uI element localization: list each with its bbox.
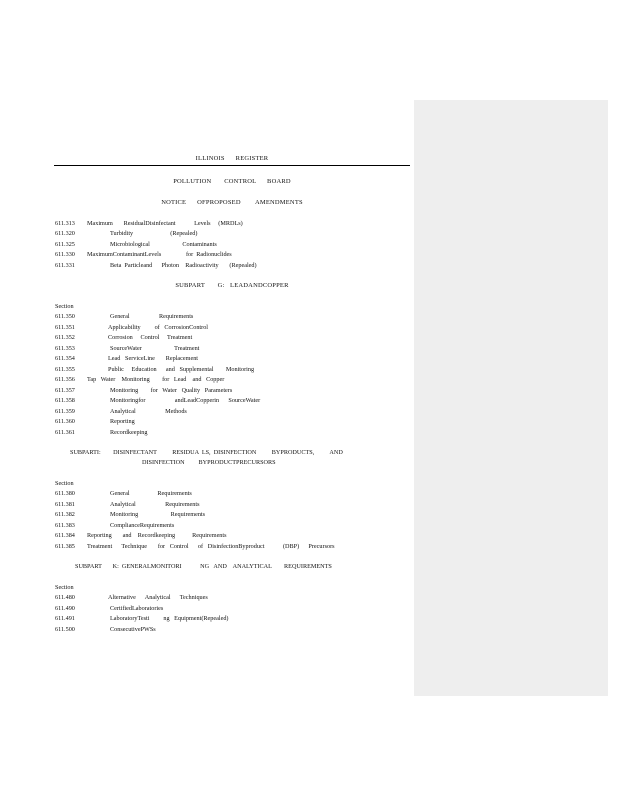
section-label: Section <box>55 303 74 310</box>
section-number: 611.360 <box>55 418 75 425</box>
section-number: 611.357 <box>55 387 75 394</box>
section-title: Corrosion Control Treatment <box>108 334 193 341</box>
section-title: Analytical Methods <box>110 408 187 415</box>
section-number: 611.490 <box>55 605 75 612</box>
section-title: Monitoring for Water Quality Parameters <box>110 387 233 394</box>
section-number: 611.385 <box>55 543 75 550</box>
section-title: Tap Water Monitoring for Lead and Copper <box>87 376 225 383</box>
section-number: 611.358 <box>55 397 75 404</box>
section-title: Maximum ResidualDisinfectant Levels (MRDLs) <box>87 220 243 227</box>
section-label: Section <box>55 584 74 591</box>
section-title: LaboratoryTesti ng Equipment(Repealed) <box>110 615 229 622</box>
section-number: 611.382 <box>55 511 75 518</box>
section-number: 611.350 <box>55 313 75 320</box>
section-number: 611.384 <box>55 532 75 539</box>
section-number: 611.355 <box>55 366 75 373</box>
section-number: 611.356 <box>55 376 75 383</box>
section-title: Reporting and Recordkeeping Requirements <box>87 532 227 539</box>
section-title: Turbidity (Repealed) <box>110 230 198 237</box>
section-title: Public Education and Supplemental Monitoring <box>108 366 255 373</box>
section-title: Applicability of CorrosionControl <box>108 324 209 331</box>
section-title: Monitoring Requirements <box>110 511 206 518</box>
header-rule <box>54 165 410 166</box>
subpart-i-title-continued: DISINFECTION BYPRODUCTPRECURSORS <box>142 459 276 466</box>
section-number: 611.320 <box>55 230 75 237</box>
section-number: 611.500 <box>55 626 75 633</box>
board-title: POLLUTION CONTROL BOARD <box>173 178 291 185</box>
section-number: 611.331 <box>55 262 75 269</box>
section-number: 611.353 <box>55 345 75 352</box>
section-title: General Requirements <box>110 313 194 320</box>
section-title: ConsecutivePWSs <box>110 626 156 633</box>
section-title: ComplianceRequirements <box>110 522 175 529</box>
section-label: Section <box>55 480 74 487</box>
section-title: General Requirements <box>110 490 192 497</box>
section-title: Lead ServiceLine Replacement <box>108 355 199 362</box>
comment-pane <box>414 100 608 696</box>
section-number: 611.380 <box>55 490 75 497</box>
subpart-g-title: SUBPART G: LEADANDCOPPER <box>175 282 289 289</box>
subpart-i-title: SUBPARTI: DISINFECTANT RESIDUA LS, DISINFECTION BYPRODUCTS, AND <box>70 449 343 456</box>
section-number: 611.313 <box>55 220 75 227</box>
section-title: Microbiological Contaminants <box>110 241 217 248</box>
section-number: 611.354 <box>55 355 75 362</box>
section-number: 611.330 <box>55 251 75 258</box>
section-title: CertifiedLaboratories <box>110 605 164 612</box>
section-title: Beta Particleand Photon Radioactivity (Repealed) <box>110 262 257 269</box>
section-title: Alternative Analytical Techniques <box>108 594 208 601</box>
section-number: 611.325 <box>55 241 75 248</box>
notice-title: NOTICE OFPROPOSED AMENDMENTS <box>161 199 303 206</box>
subpart-k-title: SUBPART K: GENERALMONITORI NG AND ANALYTICAL REQUIREMENTS <box>75 563 332 570</box>
section-title: Reporting <box>110 418 135 425</box>
section-number: 611.480 <box>55 594 75 601</box>
section-title: Recordkeeping <box>110 429 148 436</box>
section-title: Analytical Requirements <box>110 501 200 508</box>
section-number: 611.361 <box>55 429 75 436</box>
section-title: MaximumContaminantLevels for Radionuclides <box>87 251 232 258</box>
section-number: 611.352 <box>55 334 75 341</box>
section-number: 611.491 <box>55 615 75 622</box>
section-title: Treatment Technique for Control of DisinfectionByproduct (DBP) Precursors <box>87 543 335 550</box>
section-number: 611.351 <box>55 324 75 331</box>
section-number: 611.381 <box>55 501 75 508</box>
section-title: Monitoringfor andLeadCopperin SourceWater <box>110 397 261 404</box>
register-title: ILLINOIS REGISTER <box>195 155 269 162</box>
section-number: 611.383 <box>55 522 75 529</box>
section-title: SourceWater Treatment <box>110 345 200 352</box>
section-number: 611.359 <box>55 408 75 415</box>
